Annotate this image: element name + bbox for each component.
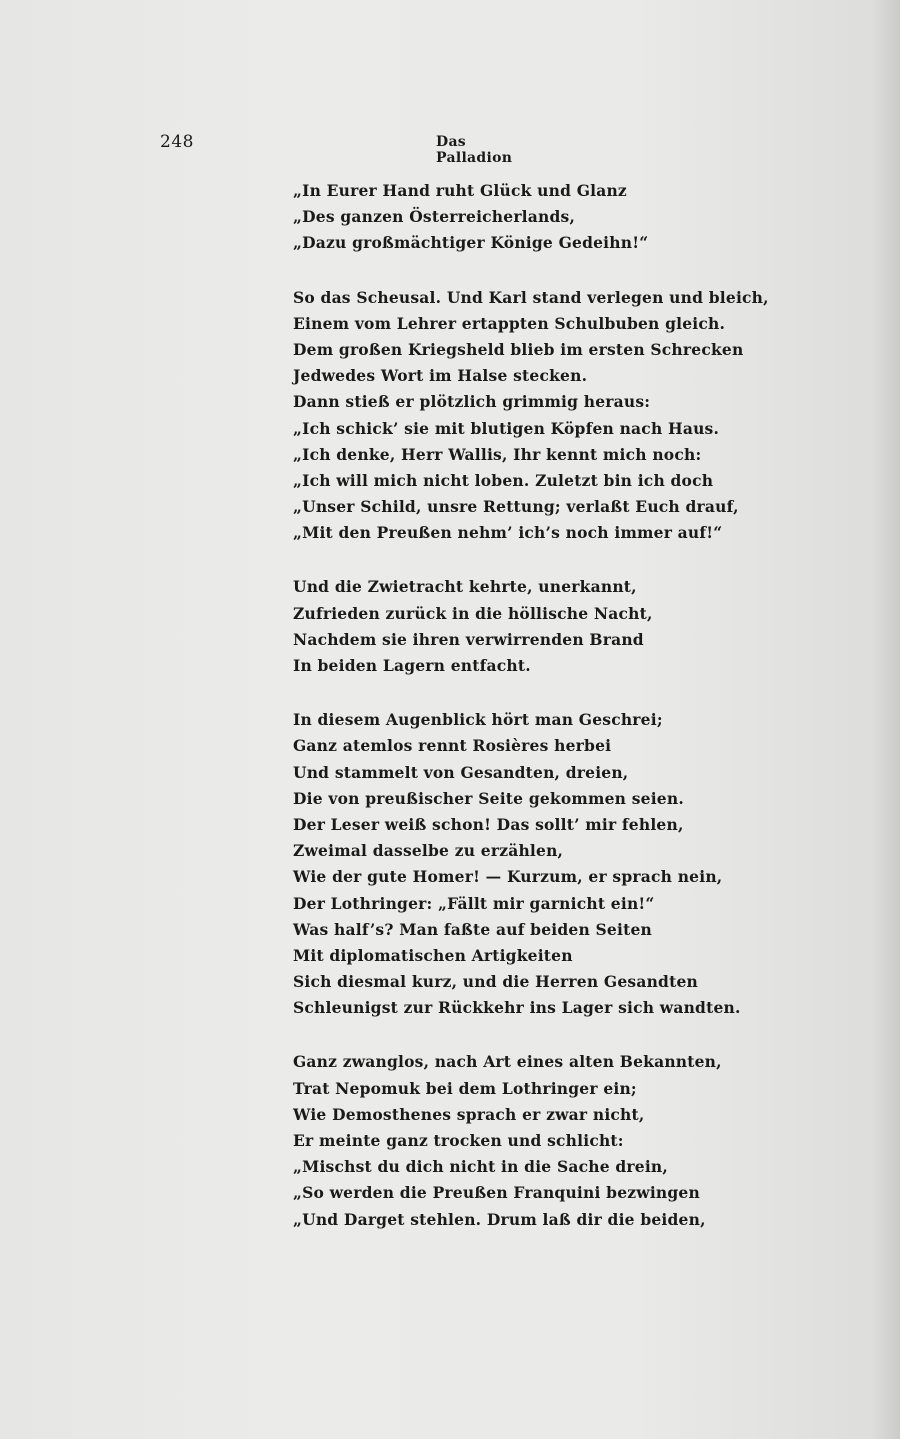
verse-line: Ganz atemlos rennt Rosières herbei	[293, 736, 612, 756]
verse-line: Er meinte ganz trocken und schlicht:	[293, 1131, 624, 1150]
verse-line: „Ich will mich nicht loben. Zuletzt bin ich doch	[293, 470, 714, 490]
verse-line: Was half’s? Man faßte auf beiden Seiten	[293, 919, 652, 939]
stanza-1	[293, 178, 733, 257]
verse-line: Wie der gute Homer! — Kurzum, er sprach nein,	[293, 867, 723, 887]
verse-line: Nachdem sie ihren verwirrenden Brand	[293, 629, 644, 649]
verse-line: „Dazu großmächtiger Könige Gedeihn!“	[293, 233, 649, 253]
verse-line: „Mischst du dich nicht in die Sache drein,	[293, 1157, 668, 1177]
verse-line: Wie Demosthenes sprach er zwar nicht,	[293, 1104, 645, 1124]
verse-line: Der Leser weiß schon! Das sollt’ mir fehlen,	[293, 814, 684, 834]
verse-line: „So werden die Preußen Franquini bezwingen	[293, 1183, 700, 1203]
verse-line: Zufrieden zurück in die höllische Nacht,	[293, 603, 653, 623]
verse-line: Der Lothringer: „Fällt mir garnicht ein!“	[293, 893, 655, 913]
verse-line: Mit diplomatischen Artigkeiten	[293, 945, 573, 965]
stanza-2	[293, 285, 769, 547]
poem-body	[293, 178, 769, 1233]
stanza-5	[293, 1049, 733, 1232]
page-header	[160, 132, 540, 166]
verse-line: Dann stieß er plötzlich grimmig heraus:	[293, 392, 651, 412]
verse-line: Schleunigst zur Rückkehr ins Lager sich wandten.	[293, 998, 741, 1018]
verse-line: „Ich schick’ sie mit blutigen Köpfen nach Haus.	[293, 418, 720, 438]
page-edge-shadow	[872, 0, 900, 1439]
verse-line: Einem vom Lehrer ertappten Schulbuben gleich.	[293, 313, 726, 333]
verse-line: In beiden Lagern entfacht.	[293, 656, 531, 675]
stanza-4	[293, 707, 741, 1021]
verse-line: „Und Darget stehlen. Drum laß dir die beiden,	[293, 1209, 706, 1229]
running-title: Das Palladion	[436, 134, 513, 166]
verse-line: Sich diesmal kurz, und die Herren Gesandten	[293, 972, 698, 992]
page-number: 248	[160, 132, 194, 152]
verse-line: Und die Zwietracht kehrte, unerkannt,	[293, 577, 637, 597]
verse-line: Und stammelt von Gesandten, dreien,	[293, 762, 629, 782]
verse-line: Die von preußischer Seite gekommen seien.	[293, 788, 684, 808]
verse-line: In diesem Augenblick hört man Geschrei;	[293, 710, 663, 730]
verse-line: Ganz zwanglos, nach Art eines alten Bekannten,	[293, 1052, 722, 1072]
verse-line: So das Scheusal. Und Karl stand verlegen und bleich,	[293, 287, 769, 307]
verse-line: Zweimal dasselbe zu erzählen,	[293, 841, 564, 861]
stanza-3	[293, 574, 733, 679]
verse-line: Trat Nepomuk bei dem Lothringer ein;	[293, 1078, 637, 1098]
verse-line: „Mit den Preußen nehm’ ich’s noch immer auf!“	[293, 523, 723, 543]
verse-line: „In Eurer Hand ruht Glück und Glanz	[293, 181, 627, 200]
verse-line: Jedwedes Wort im Halse stecken.	[293, 366, 588, 386]
verse-line: „Unser Schild, unsre Rettung; verlaßt Euch drauf,	[293, 497, 739, 517]
verse-line: „Ich denke, Herr Wallis, Ihr kennt mich noch:	[293, 444, 702, 464]
verse-line: „Des ganzen Österreicherlands,	[293, 207, 576, 227]
verse-line: Dem großen Kriegsheld blieb im ersten Schrecken	[293, 339, 744, 359]
